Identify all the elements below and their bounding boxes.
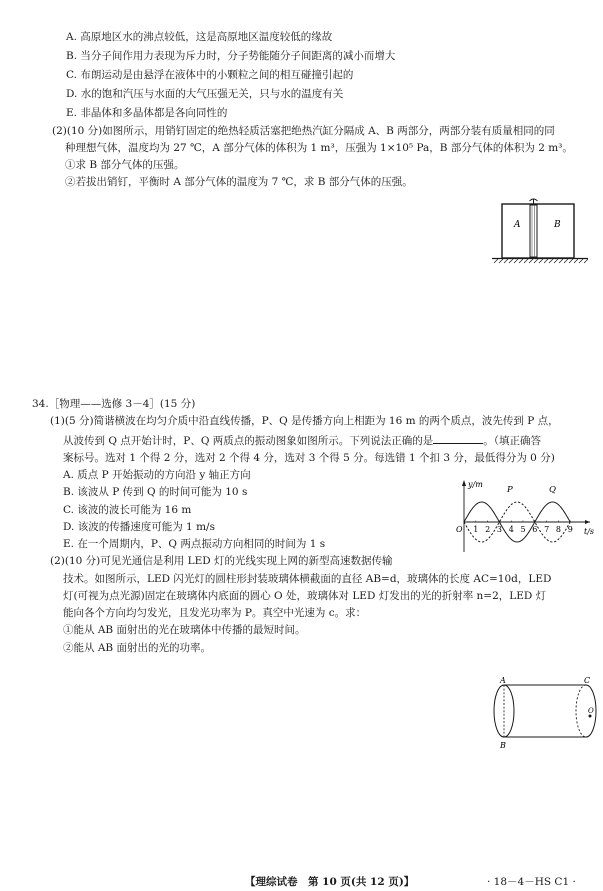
- q34-option-d: D. 该波的传播速度可能为 1 m/s: [63, 520, 215, 533]
- tick-labels: [473, 521, 572, 535]
- y-axis-label: y/m: [468, 480, 483, 489]
- q34-p2-line3: 灯(可视为点光源)固定在玻璃体内底面的圆心 O 处，玻璃体对 LED 灯发出的光的折射率 n=2，LED 灯: [63, 589, 547, 602]
- q34-p2-line2: 技术。如图所示，LED 闪光灯的圆柱形封装玻璃体横截面的直径 AB=d，玻璃体的长度 AC=10d，LED: [63, 572, 552, 585]
- q34-p2-line1: (2)(10 分)可见光通信是利用 LED 灯的光线实现上网的新型高速数据传输: [50, 555, 393, 568]
- q34-p1-line3: 案标号。选对 1 个得 2 分，选对 2 个得 4 分，选对 3 个得 5 分。每选错 1 个扣 3 分，最低得分为 0 分): [63, 451, 555, 464]
- glass-cylinder-figure: [488, 674, 598, 754]
- label-cyl-b: B: [500, 741, 506, 750]
- option-b: B. 当分子间作用力表现为斥力时，分子势能随分子间距离的减小而增大: [66, 50, 396, 63]
- q34-p1-line2: [32, 433, 559, 449]
- tick-label: 2: [485, 525, 491, 534]
- q33-part2-item2: ②若拔出销钉，平衡时 A 部分气体的温度为 7 ℃，求 B 部分气体的压强。: [65, 176, 413, 189]
- option-e: E. 非晶体和多晶体都是各向同性的: [66, 107, 228, 120]
- q34-p2-item1: ①能从 AB 面射出的光在玻璃体中传播的最短时间。: [63, 624, 306, 637]
- label-a: A: [514, 220, 521, 230]
- origin-label: O: [456, 525, 463, 534]
- label-cyl-a: A: [500, 676, 506, 685]
- q34-p2-item2: ②能从 AB 面射出的光的功率。: [63, 641, 211, 654]
- q33-part1-options: [66, 31, 395, 126]
- label-cyl-o: O: [588, 707, 594, 715]
- tick-label: 7: [544, 525, 550, 534]
- q34-option-a: A. 质点 P 开始振动的方向沿 y 轴正方向: [63, 469, 251, 481]
- tick-label: 3: [496, 525, 502, 534]
- piston: [530, 205, 537, 257]
- tick-label: 8: [555, 525, 561, 534]
- q34-p1-line1: (1)(5 分)简谐横波在均匀介质中沿直线传播，P、Q 是传播方向上相距为 16 m 的两个质点，波先传到 P 点，: [50, 415, 559, 428]
- answer-blank: [433, 433, 483, 444]
- q34-p1-line2-tail: 。（填正确答: [483, 434, 542, 447]
- option-c: C. 布朗运动是由悬浮在液体中的小颗粒之间的相互碰撞引起的: [66, 69, 354, 82]
- q34-p1-line2-text: 从波传到 Q 点开始计时，P、Q 两质点的振动图象如图所示。下列说法正确的是: [63, 434, 434, 447]
- piston-cylinder-figure: [490, 196, 590, 266]
- tick-label: 9: [567, 525, 573, 534]
- ground-hatch: [494, 259, 588, 263]
- q34-header: 34.［物理——选修 3－4］(15 分): [32, 398, 196, 410]
- q33-part2-line2: 种理想气体，温度均为 27 ℃，A 部分气体的体积为 1 m³，压强为 1×10⁵ Pa，B 部分气体的体积为 2 m³。: [65, 142, 573, 155]
- label-b: B: [554, 220, 561, 230]
- tick-label: 1: [473, 525, 479, 534]
- q33-part2: [52, 125, 573, 194]
- q34-option-e: E. 在一个周期内，P、Q 两点振动方向相同的时间为 1 s: [63, 538, 326, 550]
- footer-code: · 18－4－HS C1 ·: [487, 876, 576, 888]
- option-a: A. 高原地区水的沸点较低，这是高原地区温度较低的缘故: [66, 31, 333, 43]
- tick-label: 5: [520, 525, 526, 534]
- footer-page-info: 【理综试卷 第 10 页(共 12 页)】: [245, 876, 415, 888]
- q33-part2-item1: ①求 B 部分气体的压强。: [65, 159, 185, 172]
- q34-p2-line4: 能向各个方向均匀发光，且发光功率为 P。真空中光速为 c。求：: [63, 607, 367, 619]
- q34-option-c: C. 该波的波长可能为 16 m: [63, 503, 192, 516]
- curve-q-label: Q: [549, 485, 556, 495]
- q33-part2-line1: (2)(10 分)如图所示，用销钉固定的绝热轻质活塞把绝热汽缸分隔成 A、B 两部分，两部分装有质量相同的同: [52, 125, 555, 137]
- tick-label: 4: [508, 525, 514, 534]
- t-axis-label: t/s: [584, 527, 595, 536]
- tick-label: 6: [532, 525, 538, 534]
- q34-option-b: B. 该波从 P 传到 Q 的时间可能为 10 s: [63, 486, 248, 499]
- vibration-graph: [450, 478, 600, 558]
- label-cyl-c: C: [584, 676, 591, 685]
- curve-p-label: P: [507, 485, 513, 495]
- option-d: D. 水的饱和汽压与水面的大气压强无关，只与水的温度有关: [66, 88, 344, 101]
